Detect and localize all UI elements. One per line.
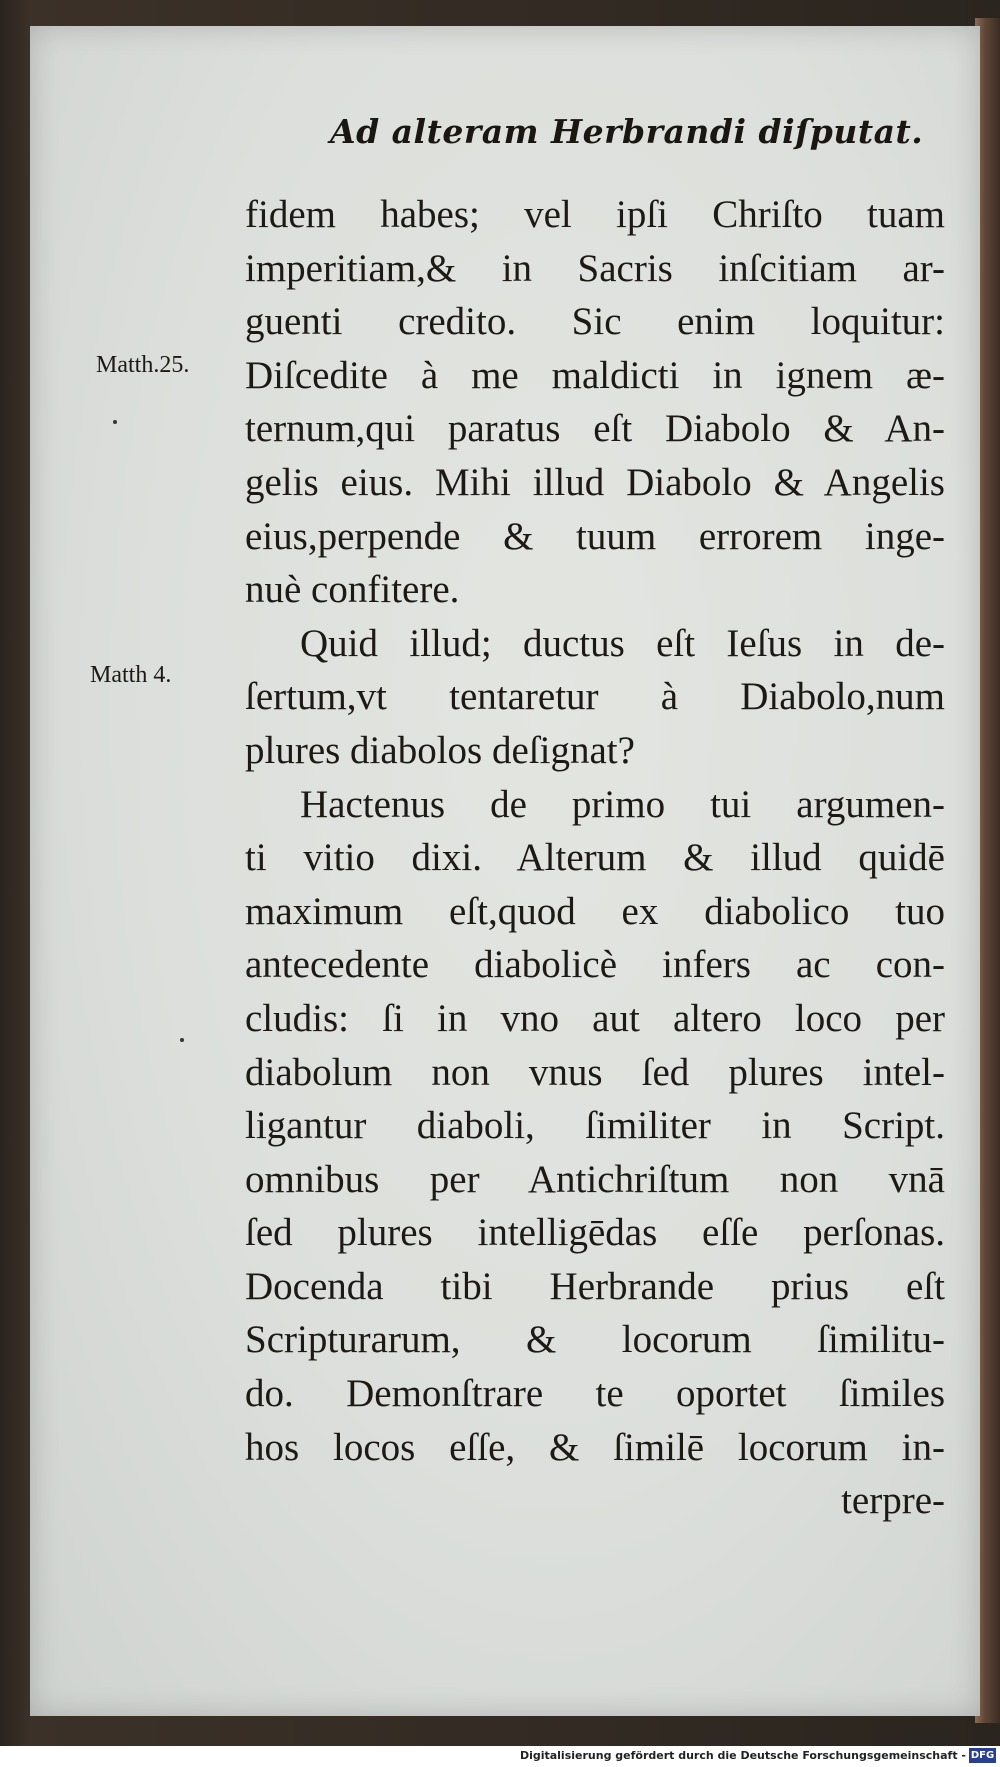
text-line: omnibus per Antichriſtum non vnā — [245, 1157, 945, 1201]
paper-speck — [180, 1038, 184, 1042]
text-line: ſertum,vt tentaretur à Diabolo,num — [245, 675, 945, 719]
dfg-logo: DFG — [970, 1750, 995, 1761]
text-line: ligantur diaboli, ſimiliter in Script. — [245, 1104, 945, 1148]
text-line: fidem habes; vel ipſi Chriſto tuam — [245, 193, 945, 236]
text-line: Diſcedite à me maldicti in ignem æ- — [245, 353, 945, 397]
text-line: ternum,qui paratus eſt Diabolo & An- — [245, 407, 945, 451]
text-line: Docenda tibi Herbrande prius eſt — [245, 1264, 945, 1308]
text-line: Scripturarum, & locorum ſimilitu- — [245, 1318, 945, 1362]
text-line: gelis eius. Mihi illud Diabolo & Angelis — [245, 460, 945, 504]
text-line: hos locos eſſe, & ſimilē locorum in- — [245, 1425, 945, 1469]
paper-speck — [113, 420, 117, 424]
text-line: guenti credito. Sic enim loquitur: — [245, 300, 945, 344]
text-line: Quid illud; ductus eſt Ieſus in de- — [300, 621, 945, 665]
body-text — [245, 188, 945, 1528]
marginal-note: Matth.25. — [96, 352, 190, 378]
running-head: Ad alteram Herbrandi diſputat. — [330, 112, 924, 151]
marginal-note: Matth 4. — [90, 662, 172, 688]
text-line: imperitiam,& in Sacris inſcitiam ar- — [245, 246, 945, 290]
text-line: Hactenus de primo tui argumen- — [300, 782, 945, 826]
digitization-credit: Digitalisierung gefördert durch die Deutsche Forschungsgemeinschaft - — [519, 1749, 966, 1762]
text-line: antecedente diabolicè infers ac con- — [245, 943, 945, 987]
text-line: eius,perpende & tuum errorem inge- — [245, 514, 945, 558]
text-line: ſed plures intelligēdas eſſe perſonas. — [245, 1211, 945, 1255]
text-line: ti vitio dixi. Alterum & illud quidē — [245, 836, 945, 880]
text-line: plures diabolos deſignat? — [245, 728, 635, 772]
text-line: nuè confitere. — [245, 568, 460, 612]
text-line: diabolum non vnus ſed plures intel- — [245, 1050, 945, 1094]
text-line: do. Demonſtrare te oportet ſimiles — [245, 1372, 945, 1416]
catchword: terpre- — [841, 1479, 945, 1523]
text-line: cludis: ſi in vno aut altero loco per — [245, 996, 945, 1040]
text-line: maximum eſt,quod ex diabolico tuo — [245, 889, 945, 933]
